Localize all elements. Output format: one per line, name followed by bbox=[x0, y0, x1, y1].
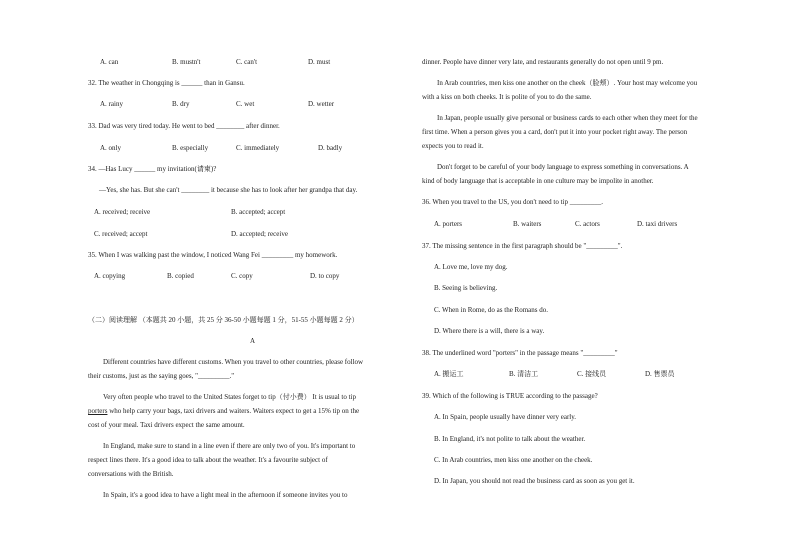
q36-option-b: B. waiters bbox=[513, 220, 542, 228]
p1-line2: their customs, just as the saying goes, "_________." bbox=[88, 372, 235, 380]
q37-option-b: B. Seeing is believing. bbox=[434, 284, 498, 292]
q33-option-d: D. badly bbox=[318, 144, 343, 152]
q38-option-a: A. 搬运工 bbox=[434, 370, 464, 378]
p2-line2-rest: who help carry your bags, taxi drivers and waiters. Waiters expect to get a 15% tip on the bbox=[107, 407, 360, 415]
p5-line2: with a kiss on both cheeks. It is polite of you to do the same. bbox=[422, 93, 592, 101]
q31-option-d: D. must bbox=[308, 58, 331, 66]
q38-option-b: B. 清洁工 bbox=[509, 370, 539, 378]
q32-option-c: C. wet bbox=[236, 100, 255, 108]
p4-line1: In Spain, it's a good idea to have a light meal in the afternoon if someone invites you to bbox=[103, 491, 348, 499]
q38-option-c: C. 接线员 bbox=[577, 370, 607, 378]
q35-option-a: A. copying bbox=[94, 272, 126, 280]
q34-option-d: D. accepted; receive bbox=[231, 230, 288, 238]
p4-continued: dinner. People have dinner very late, and restaurants generally do not open until 9 pm. bbox=[422, 58, 664, 66]
q33-stem: 33. Dad was very tired today. He went to bed ________ after dinner. bbox=[88, 122, 280, 130]
q32-option-d: D. wetter bbox=[308, 100, 335, 108]
p5-line1: In Arab countries, men kiss one another on the cheek（脸颊）. Your host may welcome you bbox=[437, 79, 698, 87]
q34-option-c: C. received; accept bbox=[94, 230, 148, 238]
p3-line3: conversations with the British. bbox=[88, 470, 174, 478]
q35-option-c: C. copy bbox=[231, 272, 253, 280]
q36-option-c: C. actors bbox=[575, 220, 600, 228]
q39-option-b: B. In England, it's not polite to talk about the weather. bbox=[434, 435, 586, 443]
q32-option-b: B. dry bbox=[172, 100, 190, 108]
section-title: （二）阅读理解 （本题共 20 小题，共 25 分 36-50 小题每题 1 分，51-55 小题每题 2 分） bbox=[88, 316, 359, 324]
q39-option-a: A. In Spain, people usually have dinner very early. bbox=[434, 413, 577, 421]
q32-option-a: A. rainy bbox=[100, 100, 123, 108]
q31-option-a: A. can bbox=[100, 58, 119, 66]
q37-stem: 37. The missing sentence in the first paragraph should be "_________". bbox=[422, 242, 623, 250]
q37-option-a: A. Love me, love my dog. bbox=[434, 263, 508, 271]
q32-stem: 32. The weather in Chongqing is ______ than in Gansu. bbox=[88, 79, 245, 87]
q39-option-c: C. In Arab countries, men kiss one another on the cheek. bbox=[434, 456, 593, 464]
porters-underlined-word: porters bbox=[88, 407, 108, 415]
p6-line1: In Japan, people usually give personal or business cards to each other when they meet for the bbox=[437, 114, 698, 122]
p2-line2 bbox=[88, 407, 359, 416]
q36-option-a: A. porters bbox=[434, 220, 462, 228]
p2-line3: cost of your meal. Taxi drivers expect the same amount. bbox=[88, 421, 245, 429]
p7-line2: kind of body language that is acceptable in one culture may be impolite in another. bbox=[422, 177, 654, 185]
q34-option-a: A. received; receive bbox=[94, 208, 151, 216]
q33-option-c: C. immediately bbox=[236, 144, 280, 152]
q34-stem: 34. —Has Lucy ______ my invitation(请柬)? bbox=[88, 165, 217, 173]
p3-line2: respect lines there. It's a good idea to talk about the weather. It's a favourite subject of bbox=[88, 456, 328, 464]
q36-option-d: D. taxi drivers bbox=[637, 220, 678, 228]
p7-line1: Don't forget to be careful of your body language to express something in conversations. A bbox=[437, 163, 689, 171]
q38-option-d: D. 售票员 bbox=[645, 370, 675, 378]
q38-stem: 38. The underlined word "porters" in the passage means "_________" bbox=[422, 349, 618, 357]
q34-option-b: B. accepted; accept bbox=[231, 208, 286, 216]
q35-option-d: D. to copy bbox=[310, 272, 340, 280]
q33-option-a: A. only bbox=[100, 144, 121, 152]
p6-line2: first time. When a person gives you a card, don't put it into your pocket right away. The person bbox=[422, 128, 688, 136]
q31-option-c: C. can't bbox=[236, 58, 258, 66]
p2-line1: Very often people who travel to the United States forget to tip（付小费） It is usual to tip bbox=[103, 393, 356, 401]
p3-line1: In England, make sure to stand in a line even if there are only two of you. It's important to bbox=[103, 442, 356, 450]
q35-stem: 35. When I was walking past the window, I noticed Wang Fei _________ my homework. bbox=[88, 251, 338, 259]
q34-line2: —Yes, she has. But she can't ________ it because she has to look after her grandpa that day. bbox=[99, 186, 358, 194]
q37-option-d: D. Where there is a will, there is a way. bbox=[434, 327, 545, 335]
q36-stem: 36. When you travel to the US, you don't need to tip _________. bbox=[422, 198, 603, 206]
q37-option-c: C. When in Rome, do as the Romans do. bbox=[434, 306, 548, 314]
passage-label: A bbox=[250, 337, 256, 345]
q33-option-b: B. especially bbox=[172, 144, 209, 152]
q39-option-d: D. In Japan, you should not read the business card as soon as you get it. bbox=[434, 477, 635, 485]
q31-option-b: B. mustn't bbox=[172, 58, 201, 66]
p1-line1: Different countries have different customs. When you travel to other countries, please follow bbox=[103, 358, 364, 366]
q35-option-b: B. copied bbox=[167, 272, 194, 280]
q39-stem: 39. Which of the following is TRUE according to the passage? bbox=[422, 392, 598, 400]
p6-line3: expects you to read it. bbox=[422, 142, 484, 150]
